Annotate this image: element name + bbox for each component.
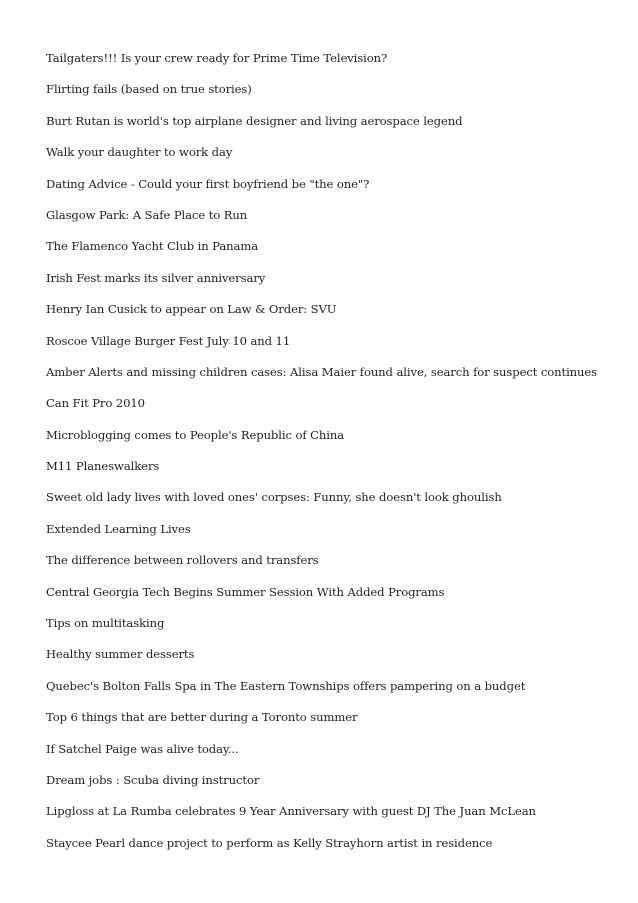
list-item: Irish Fest marks its silver anniversary <box>46 270 266 285</box>
list-item: M11 Planeswalkers <box>46 459 160 474</box>
list-item: Lipgloss at La Rumba celebrates 9 Year Anniversary with guest DJ The Juan McLean <box>46 804 536 819</box>
list-item: The difference between rollovers and transfers <box>46 553 319 568</box>
article-title-list <box>46 48 626 864</box>
list-item: Burt Rutan is world's top airplane designer and living aerospace legend <box>46 113 463 128</box>
list-item: Flirting fails (based on true stories) <box>46 82 252 97</box>
list-item: Extended Learning Lives <box>46 521 191 536</box>
list-item: Roscoe Village Burger Fest July 10 and 11 <box>46 333 291 348</box>
list-item: Dream jobs : Scuba diving instructor <box>46 772 260 787</box>
list-item: The Flamenco Yacht Club in Panama <box>46 239 259 254</box>
list-item: If Satchel Paige was alive today... <box>46 741 239 756</box>
list-item: Central Georgia Tech Begins Summer Session With Added Programs <box>46 584 445 599</box>
list-item: Sweet old lady lives with loved ones' corpses: Funny, she doesn't look ghoulish <box>46 490 502 505</box>
list-item: Tailgaters!!! Is your crew ready for Prime Time Television? <box>46 51 388 65</box>
list-item: Henry Ian Cusick to appear on Law & Order: SVU <box>46 302 337 317</box>
list-item: Quebec's Bolton Falls Spa in The Eastern Townships offers pampering on a budget <box>46 678 526 693</box>
list-item: Tips on multitasking <box>46 616 165 631</box>
list-item: Top 6 things that are better during a Toronto summer <box>46 710 358 725</box>
list-item: Dating Advice - Could your first boyfriend be "the one"? <box>46 176 370 191</box>
list-item: Walk your daughter to work day <box>46 145 233 160</box>
list-item: Staycee Pearl dance project to perform as Kelly Strayhorn artist in residence <box>46 835 493 850</box>
list-item: Amber Alerts and missing children cases: Alisa Maier found alive, search for suspect continues <box>46 364 598 379</box>
list-item: Microblogging comes to People's Republic of China <box>46 427 345 442</box>
list-item: Healthy summer desserts <box>46 647 195 662</box>
list-item: Can Fit Pro 2010 <box>46 396 145 411</box>
list-item: Glasgow Park: A Safe Place to Run <box>46 207 248 222</box>
